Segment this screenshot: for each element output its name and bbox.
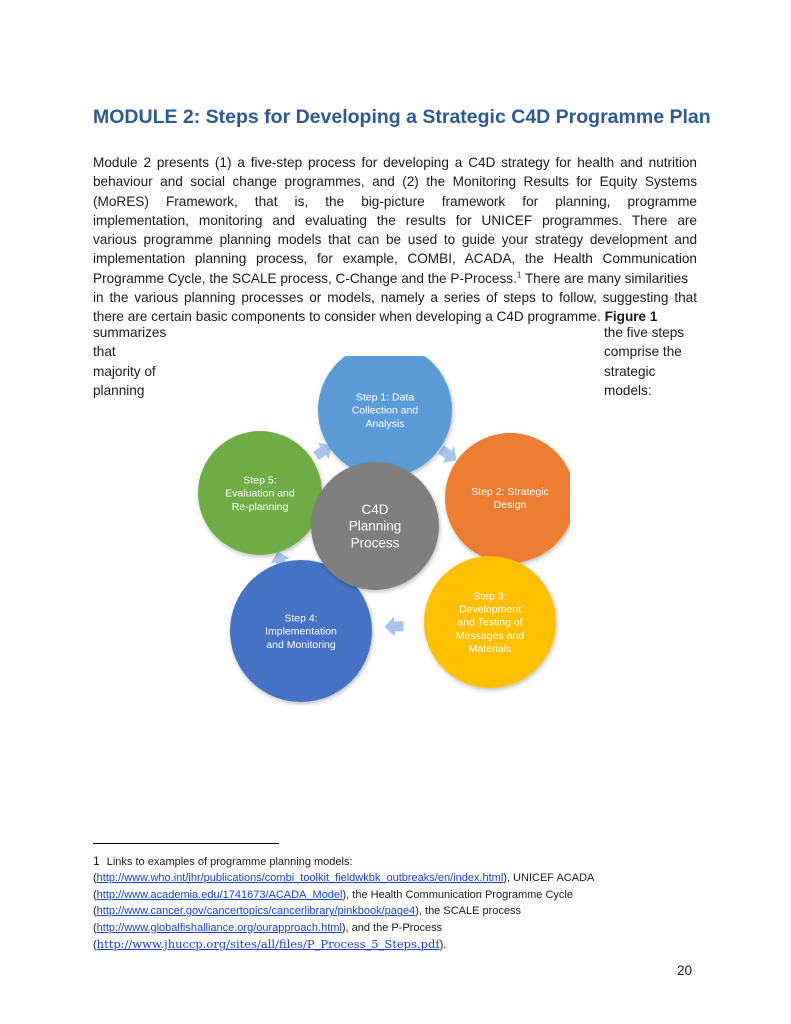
step-1-circle-label: Collection and — [351, 404, 419, 417]
footnote-link-line — [93, 887, 693, 903]
jhuccp-link[interactable]: http://www.jhuccp.org/sites/all/files/P_Process_5_Steps.pdf — [96, 937, 440, 952]
intro-line-7-text: Programme Cycle, the SCALE process, C-Change and the P-Process. — [93, 270, 517, 286]
step-5-circle-label: Evaluation and — [225, 487, 295, 500]
cancer-pinkbook-link[interactable]: http://www.cancer.gov/cancertopics/cancerlibrary/pinkbook/page4 — [96, 905, 416, 918]
intro-line-6: implementation planning process, for example, COMBI, ACADA, the Health Communication — [93, 251, 697, 267]
wrap-left-3: majority of — [93, 363, 156, 379]
c4d-cycle-diagram — [190, 356, 570, 706]
wrap-right-4: models: — [604, 382, 652, 398]
intro-line-3: (MoRES) Framework, that is, the big-picture framework for planning, programme — [93, 193, 697, 209]
step-5-circle-label: Re-planning — [231, 500, 289, 513]
figure-reference: Figure 1 — [604, 309, 658, 325]
intro-paragraph — [93, 153, 697, 327]
footnote-marker: 1 — [93, 854, 100, 868]
module-title: MODULE 2: Steps for Developing a Strategic C4D Programme Plan — [93, 106, 711, 128]
who-combi-link[interactable]: http://www.who.int/ihr/publications/combi_toolkit_fieldwkbk_outbreaks/en/index.html — [96, 872, 504, 885]
acada-model-link[interactable]: http://www.academia.edu/1741673/ACADA_Model — [96, 888, 343, 901]
step-4-circle-label: Step 4: — [284, 612, 318, 625]
step-3-circle-label: and Testing of — [457, 616, 523, 629]
intro-line-7 — [93, 269, 697, 288]
center-circle-label: Process — [350, 535, 400, 551]
paren-open: ( — [93, 939, 97, 952]
step-2-circle-label: Step 2: Strategic — [471, 486, 549, 499]
step-3-circle — [424, 556, 556, 688]
footnote-separator — [93, 843, 279, 844]
paren-open: ( — [93, 905, 97, 918]
link-suffix: ), and the P-Process — [341, 921, 443, 934]
link-suffix: ), the Health Communication Programme Cycle — [342, 888, 573, 901]
center-circle-label: C4D — [361, 501, 389, 517]
link-suffix: ). — [439, 939, 447, 952]
wrap-text-right — [604, 323, 684, 400]
footnote-intro: Links to examples of programme planning models: — [103, 856, 353, 868]
step-1-circle — [318, 356, 452, 477]
step-2-circle-label: Design — [493, 499, 527, 512]
wrap-text-left — [93, 323, 166, 400]
step-5-circle — [198, 431, 322, 555]
footnote — [93, 853, 693, 953]
wrap-left-2: that — [93, 344, 116, 360]
footnote-link-line — [93, 920, 693, 936]
link-suffix: ), UNICEF ACADA — [503, 872, 595, 885]
page-number: 20 — [677, 963, 693, 978]
footnote-reference[interactable]: 1 — [516, 270, 522, 280]
intro-line-7-tail: There are many similarities — [521, 270, 689, 286]
step-1-circle-label: Analysis — [365, 417, 405, 430]
intro-line-5: various programme planning models that can be used to guide your strategy development and — [93, 232, 697, 248]
step-4-circle-label: and Monitoring — [266, 638, 336, 651]
center-circle — [311, 462, 439, 590]
footnote-link-line — [93, 903, 693, 919]
intro-line-4: implementation, monitoring and evaluating the results for UNICEF programmes. There are — [93, 212, 697, 228]
step-3-circle-label: Step 3: — [473, 590, 507, 603]
paren-open: ( — [93, 888, 97, 901]
link-suffix: ), the SCALE process — [415, 905, 522, 918]
intro-line-8: in the various planning processes or models, namely a series of steps to follow, suggesting that — [93, 290, 697, 306]
paren-open: ( — [93, 921, 97, 934]
step-4-circle-label: Implementation — [265, 625, 337, 638]
footnote-intro-line — [93, 853, 693, 870]
step-3-circle-label: Development — [459, 603, 521, 616]
step-1-circle-label: Step 1: Data — [355, 391, 415, 404]
intro-line-1: Module 2 presents (1) a five-step process for developing a C4D strategy for health and nutrition — [93, 155, 697, 170]
step-2-circle — [445, 433, 570, 563]
wrap-left-4: planning — [93, 382, 145, 398]
footnote-link-line — [93, 936, 693, 953]
step-5-circle-label: Step 5: — [243, 474, 277, 487]
wrap-right-2: comprise the — [604, 344, 682, 360]
step-3-circle-label: Messages and — [455, 629, 525, 642]
globalfish-link[interactable]: http://www.globalfishalliance.org/ourapproach.html — [96, 921, 342, 934]
wrap-left-1: summarizes — [93, 325, 167, 340]
paren-open: ( — [93, 872, 97, 885]
wrap-right-1: the five steps — [604, 325, 685, 340]
step-3-circle-label: Materials — [468, 642, 512, 655]
center-circle-label: Planning — [348, 518, 402, 534]
footnote-link-line — [93, 870, 693, 886]
intro-line-9-text: there are certain basic components to consider when developing a C4D programme. — [93, 309, 605, 325]
cycle-arrow — [384, 616, 404, 637]
intro-line-2: behaviour and social change programmes, and (2) the Monitoring Results for Equity Systems — [93, 174, 697, 190]
cycle-circles — [198, 356, 570, 702]
wrap-right-3: strategic — [604, 363, 656, 379]
